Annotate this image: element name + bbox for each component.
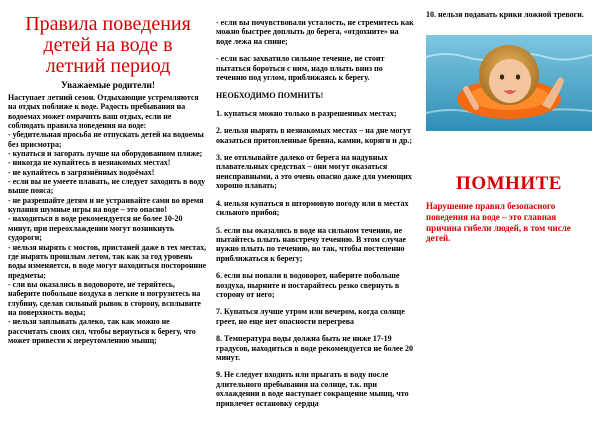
rule-item: - если вы не умеете плавать, не следует заходить в воду выше пояса; — [8, 177, 206, 196]
rule-item: - если вас захватило сильное течение, не стоит пытаться бороться с ним, надо плыть вниз по течению под углом, приближаясь к берегу. — [216, 54, 385, 83]
list-item: 4. нельзя купаться в штормовую погоду или в местах сильного прибоя; — [216, 198, 409, 218]
list-item: 10. нельзя подавать крики ложной тревоги. — [426, 10, 584, 19]
list-item: 7. Купаться лучше утром или вечером, когда солнце греет, но еще нет опасности перегрева — [216, 307, 405, 326]
list-item: 5. если вы оказались в воде на сильном течении, не пытайтесь плыть навстречу течению. В этом случае нужно плыть по течению, но так, чтобы постепенно приближаться к берегу; — [216, 225, 406, 263]
continued-rules — [216, 18, 414, 82]
list-item: 9. Не следует входить или прыгать в воду после длительного пребывания на солнце, т.к. при охлаждении в воде наступает сокращение мышц, что привлечет остановку сердца — [216, 370, 409, 408]
greeting: Уважаемые родители! — [60, 81, 156, 91]
list-item: 8. Температура воды должна быть не ниже 17-19 градусов, находиться в воде рекомендуется не более 20 минут. — [216, 334, 414, 362]
rule-item: - убедительная просьба не отпускать детей на водоемы без присмотра; — [8, 130, 204, 149]
list-item: 2. нельзя нырять в незнакомых местах – на дне могут оказаться притопленные бревна, камни, коряги и др.; — [216, 126, 413, 145]
middle-column — [216, 10, 414, 416]
child-swimming-photo — [426, 35, 592, 131]
remember-title: ПОМНИТЕ — [456, 173, 562, 195]
rule-item: - не купайтесь в загрязнённых водоёмах! — [8, 167, 155, 177]
paragraph: Наступает летний сезон. Отдыхающие устремляются на отдых поближе к воде. Радость пребывания на водоемах может омрачить ваш отдых, если не соблюдать правила поведения на воде: — [8, 93, 199, 131]
rule-item: - купаться и загорать лучше на оборудованном пляже; — [8, 149, 203, 159]
photo-illustration — [426, 35, 592, 131]
warning-text: Нарушение правил безопасного поведения на воде – это главная причина гибели людей, в том числе детей. — [426, 201, 571, 244]
rule-item: - находиться в воде рекомендуется не более 10-20 минут, при переохлаждении могут возникнуть судороги; — [8, 214, 183, 243]
intro-rules — [8, 93, 208, 345]
list-item: 3. не отплывайте далеко от берега на надувных плавательных средствах – они могут оказаться неисправными, а это очень опасно даже для умеющих хорошо плавать; — [216, 153, 412, 191]
list-item: 6. если вы попали в водоворот, наберите побольше воздуха, нырните и постарайтесь резко свернуть в сторону от него; — [216, 271, 400, 299]
right-column — [426, 10, 592, 244]
page-title: Правила поведения детей на воде в летний период — [25, 13, 191, 77]
left-column — [8, 10, 208, 345]
list-item: 1. купаться можно только в разрешенных местах; — [216, 108, 397, 118]
rule-item: - нельзя нырять с мостов, пристаней даже в тех местах, где нырять прошлым летом, так как за год уровень воды изменяется, в воде могут находиться посторонние предметы; — [8, 242, 207, 280]
rule-item: - не разрешайте детям и не устраивайте сами во время купания шумные игры на воде – это опасно! — [8, 195, 204, 215]
rule-item: - нельзя заплывать далеко, так как можно не рассчитать своих сил, чтобы вернуться к берегу, что может привести к переутомлению мышц; — [8, 317, 196, 345]
rule-item: - если вы почувствовали усталость, не стремитесь как можно быстрее доплыть до берега, «отдохните» на воде лежа на спине; — [216, 18, 414, 46]
remember-heading: НЕОБХОДИМО ПОМНИТЬ! — [216, 91, 324, 101]
rule-item: - сли вы оказались в водовороте, не теряйтесь, наберите побольше воздуха в легкие и погрузитесь на глубину, сделав сильный рывок в сторону, всплывите на поверхность воды; — [8, 279, 201, 317]
rule-item: - никогда не купайтесь в незнакомых местах! — [8, 158, 171, 168]
numbered-list — [216, 109, 414, 408]
